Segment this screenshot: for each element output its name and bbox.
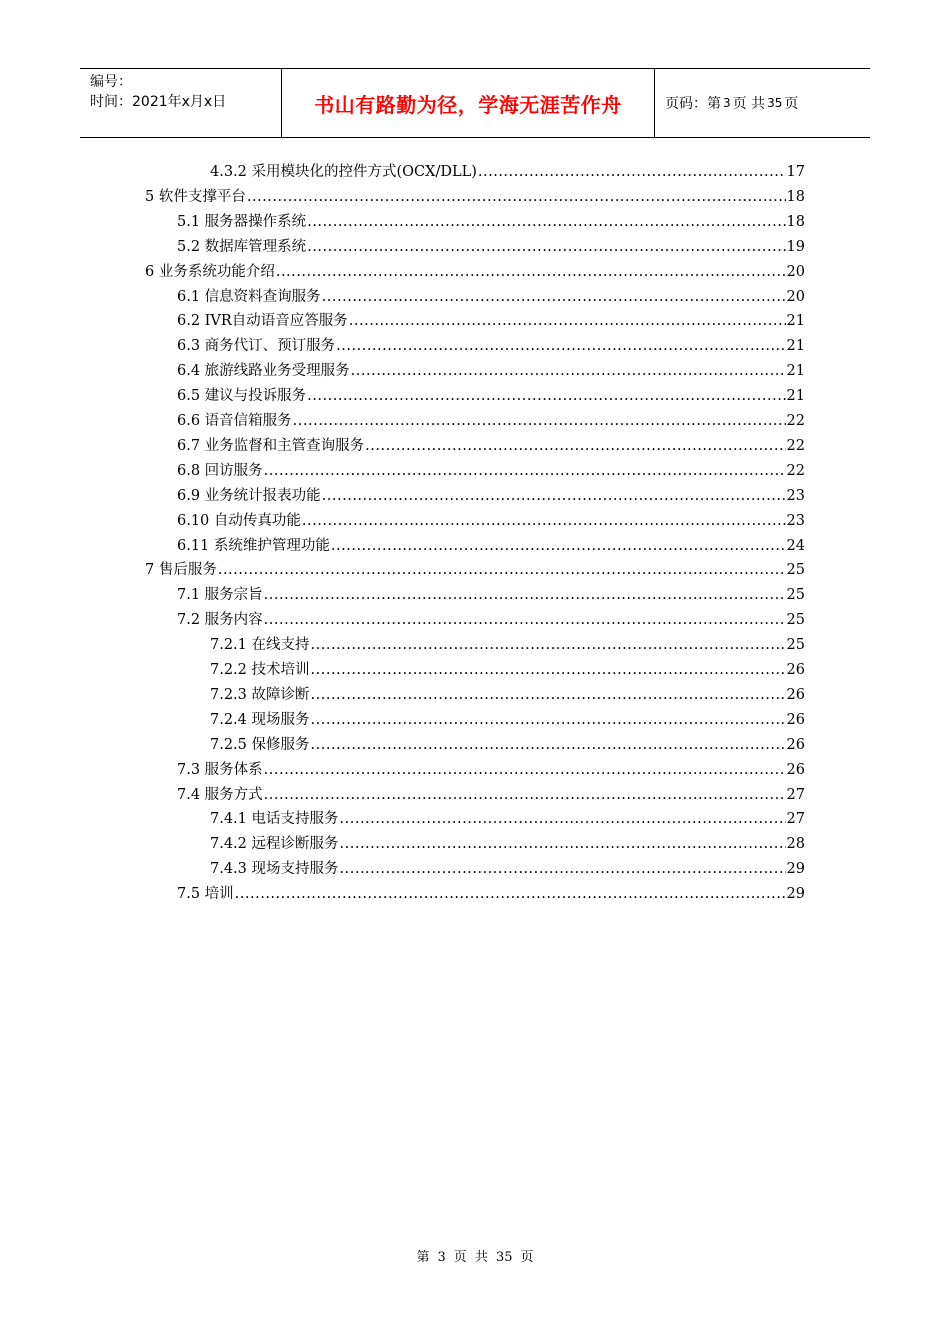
toc-leader-dots (264, 461, 786, 481)
toc-entry[interactable] (177, 307, 805, 331)
toc-entry-title: 5.2 数据库管理系统 (177, 238, 307, 255)
toc-leader-dots (336, 336, 785, 356)
toc-leader-dots (351, 361, 786, 381)
toc-entry-page: 25 (786, 637, 805, 654)
toc-entry-title: 6.4 旅游线路业务受理服务 (177, 363, 350, 380)
toc-entry[interactable] (145, 556, 805, 580)
toc-entry[interactable] (210, 681, 805, 705)
header-page-prefix: 页码：第 (665, 96, 721, 112)
toc-entry-title: 7.2.1 在线支持 (210, 637, 310, 654)
toc-entry-title: 4.3.2 采用模块化的控件方式(OCX/DLL) (210, 164, 477, 180)
toc-entry-title: 6.1 信息资料查询服务 (177, 288, 321, 305)
toc-entry[interactable] (177, 233, 805, 257)
toc-entry-page: 17 (786, 164, 805, 180)
toc-entry-page: 22 (786, 413, 805, 429)
toc-entry-title: 6.7 业务监督和主管查询服务 (177, 437, 365, 454)
toc-entry-page: 29 (786, 861, 805, 878)
toc-entry-title: 7.4.1 电话支持服务 (210, 811, 339, 828)
page-footer (0, 1246, 950, 1265)
toc-entry[interactable] (177, 880, 805, 904)
toc-entry[interactable] (177, 332, 805, 356)
toc-leader-dots (311, 635, 786, 655)
toc-entry-page: 19 (786, 238, 805, 255)
toc-leader-dots (322, 287, 786, 307)
toc-leader-dots (331, 536, 786, 556)
toc-leader-dots (307, 237, 785, 257)
toc-entry-title: 6.10 自动传真功能 (177, 512, 301, 529)
toc-leader-dots (311, 710, 786, 730)
toc-entry[interactable] (177, 532, 805, 556)
toc-leader-dots (349, 311, 786, 331)
toc-leader-dots (218, 560, 786, 580)
toc-entry[interactable] (145, 183, 805, 207)
toc-entry-page: 25 (786, 562, 805, 579)
toc-entry[interactable] (210, 631, 805, 655)
toc-leader-dots (302, 511, 786, 531)
toc-entry-title: 6.5 建议与投诉服务 (177, 388, 307, 405)
page-header (80, 68, 870, 138)
toc-leader-dots (311, 735, 786, 755)
toc-entry[interactable] (210, 731, 805, 755)
toc-entry[interactable] (177, 457, 805, 481)
footer-middle: 页 共 (453, 1250, 488, 1265)
toc-entry-title: 5.1 服务器操作系统 (177, 213, 307, 230)
header-page-info (655, 69, 870, 137)
toc-leader-dots (478, 162, 786, 182)
toc-leader-dots (247, 187, 786, 207)
toc-leader-dots (340, 834, 786, 854)
toc-entry-page: 22 (786, 462, 805, 479)
toc-entry-page: 25 (786, 612, 805, 629)
toc-entry-page: 20 (786, 288, 805, 305)
toc-entry-page: 21 (786, 338, 805, 355)
header-page-suffix: 页 (784, 96, 799, 112)
toc-leader-dots (264, 785, 786, 805)
toc-entry[interactable] (177, 208, 805, 232)
toc-entry[interactable] (210, 805, 805, 829)
toc-entry-title: 6 业务系统功能介绍 (145, 263, 275, 280)
toc-entry-title: 6.2 IVR自动语音应答服务 (177, 313, 348, 330)
toc-entry-page: 21 (786, 313, 805, 330)
toc-entry-page: 25 (786, 587, 805, 604)
toc-entry-page: 26 (786, 686, 805, 703)
toc-entry[interactable] (177, 781, 805, 805)
toc-entry-title: 7.4.3 现场支持服务 (210, 861, 339, 878)
toc-entry-title: 7.3 服务体系 (177, 761, 263, 778)
toc-entry-page: 27 (786, 811, 805, 828)
toc-leader-dots (365, 436, 785, 456)
toc-entry-title: 7.2 服务内容 (177, 612, 263, 629)
toc-leader-dots (311, 685, 786, 705)
toc-leader-dots (276, 262, 786, 282)
toc-entry-title: 7.2.4 现场服务 (210, 711, 310, 728)
toc-entry-page: 21 (786, 363, 805, 380)
toc-entry-page: 23 (786, 512, 805, 529)
toc-entry[interactable] (177, 357, 805, 381)
toc-leader-dots (235, 884, 786, 904)
toc-leader-dots (322, 486, 786, 506)
toc-entry-title: 7.2.3 故障诊断 (210, 686, 310, 703)
toc-entry-page: 26 (786, 761, 805, 778)
header-motto: 书山有路勤为径，学海无涯苦作舟 (282, 69, 655, 137)
toc-entry-page: 28 (786, 836, 805, 853)
toc-entry[interactable] (210, 706, 805, 730)
toc-entry-title: 6.8 回访服务 (177, 462, 263, 479)
toc-entry-page: 22 (786, 437, 805, 454)
toc-entry-page: 21 (786, 388, 805, 405)
header-meta (80, 69, 282, 137)
toc-entry-page: 23 (786, 487, 805, 504)
toc-entry-page: 20 (786, 263, 805, 280)
toc-entry-page: 29 (786, 886, 805, 903)
toc-entry[interactable] (177, 283, 805, 307)
toc-leader-dots (307, 386, 785, 406)
footer-suffix: 页 (520, 1250, 534, 1265)
toc-entry[interactable] (177, 581, 805, 605)
toc-entry[interactable] (210, 830, 805, 854)
toc-entry-page: 26 (786, 736, 805, 753)
toc-leader-dots (340, 859, 786, 879)
toc-leader-dots (311, 660, 786, 680)
toc-entry-page: 27 (786, 786, 805, 803)
toc-entry-page: 18 (786, 213, 805, 230)
toc-entry[interactable] (177, 432, 805, 456)
toc-entry[interactable] (177, 507, 805, 531)
toc-leader-dots (307, 212, 785, 232)
toc-entry[interactable] (145, 258, 805, 282)
toc-entry-title: 7.4.2 远程诊断服务 (210, 836, 339, 853)
toc-entry-title: 6.6 语音信箱服务 (177, 413, 292, 429)
toc-leader-dots (264, 760, 786, 780)
toc-entry-page: 24 (786, 537, 805, 554)
toc-entry-page: 18 (786, 188, 805, 205)
toc-entry-title: 7.2.2 技术培训 (210, 662, 310, 678)
toc-entry[interactable] (177, 482, 805, 506)
toc-entry-title: 7 售后服务 (145, 562, 217, 579)
toc-leader-dots (293, 411, 786, 431)
document-time-label: 时间：2021年x月x日 (90, 94, 227, 110)
toc-entry[interactable] (210, 158, 805, 182)
toc-entry-title: 7.5 培训 (177, 886, 234, 903)
toc-entry-title: 6.9 业务统计报表功能 (177, 487, 321, 504)
toc-entry[interactable] (177, 382, 805, 406)
toc-entry-title: 5 软件支撑平台 (145, 188, 246, 205)
header-page-total: 35 (767, 96, 783, 110)
toc-entry-title: 7.1 服务宗旨 (177, 587, 263, 604)
toc-entry[interactable] (210, 656, 805, 680)
footer-page-current: 3 (437, 1250, 446, 1265)
footer-page-total: 35 (495, 1250, 513, 1265)
toc-entry[interactable] (177, 756, 805, 780)
toc-leader-dots (264, 585, 786, 605)
toc-entry-page: 26 (786, 711, 805, 728)
header-page-middle: 页 共 (732, 96, 766, 112)
toc-entry-title: 6.11 系统维护管理功能 (177, 537, 330, 554)
toc-entry-title: 6.3 商务代订、预订服务 (177, 338, 336, 355)
toc-entry[interactable] (177, 606, 805, 630)
footer-prefix: 第 (416, 1250, 430, 1265)
toc-entry-title: 7.2.5 保修服务 (210, 736, 310, 753)
toc-leader-dots (264, 610, 786, 630)
toc-entry-title: 7.4 服务方式 (177, 786, 263, 803)
toc-entry[interactable] (210, 855, 805, 879)
toc-entry-page: 26 (786, 662, 805, 678)
document-number-label: 编号： (90, 74, 132, 90)
toc-entry[interactable] (177, 407, 805, 431)
toc-leader-dots (340, 809, 786, 829)
header-page-current: 3 (723, 96, 731, 110)
